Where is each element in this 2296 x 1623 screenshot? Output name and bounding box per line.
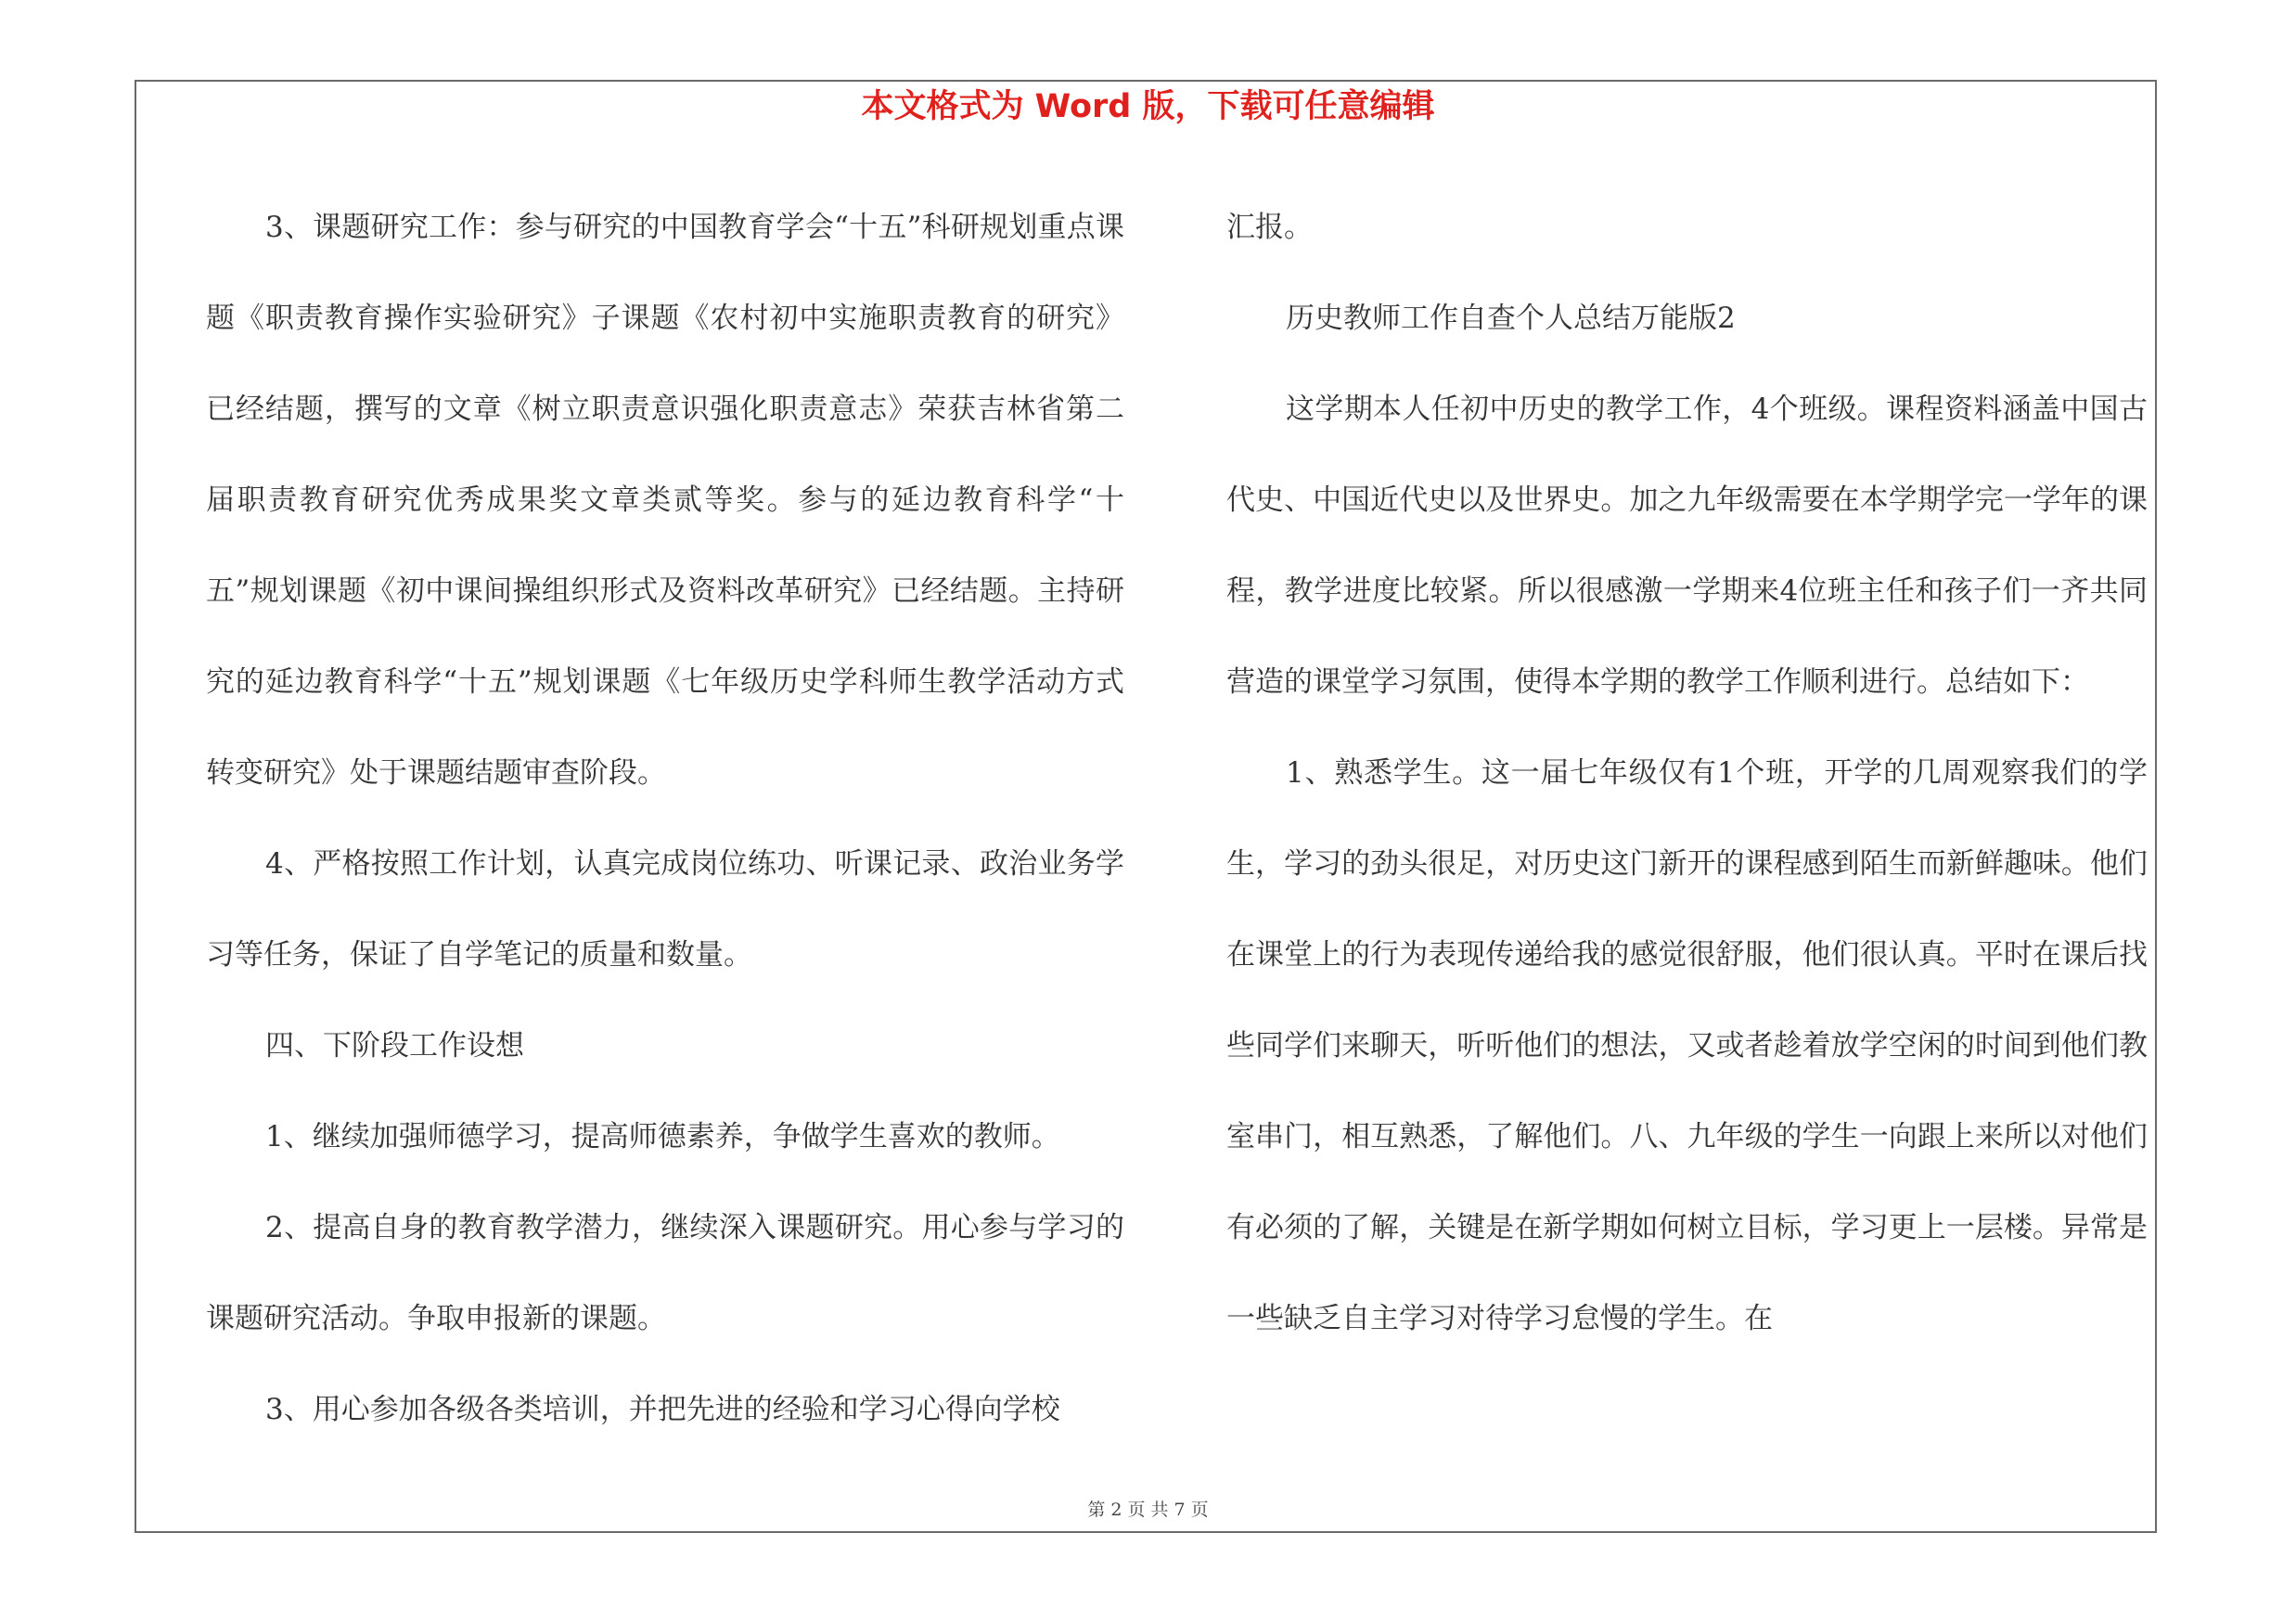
format-banner: 本文格式为 Word 版，下载可任意编辑 bbox=[861, 88, 1435, 125]
paragraph-training: 3、用心参加各级各类培训，并把先进的经验和学习心得向学校 bbox=[265, 1393, 1060, 1426]
paragraph-know-students: 1、熟悉学生。这一届七年级仅有1个班，开学的几周观察我们的学生，学习的劲头很足，对历史这门新开的课程感到陌生而新鲜趣味。他们在课堂上的行为表现传递给我的感觉很舒服，他们很认真。平时在课后找些同学们来聊天，听听他们的想法，又或者趁着放学空闲的时间到他们教室串门，相互熟悉，了解他们。八、九年级的学生一向跟上来所以对他们有必须的了解，关键是在新学期如何树立目标，学习更上一层楼。异常是一些缺乏自主学习对待学习怠慢的学生。在 bbox=[1226, 756, 2148, 1335]
paragraph-continuation: 汇报。 bbox=[1226, 211, 1313, 244]
paragraph-intro: 这学期本人任初中历史的教学工作，4个班级。课程资料涵盖中国古代史、中国近代史以及世界史。加之九年级需要在本学期学完一学年的课程，教学进度比较紧。所以很感激一学期来4位班主任和孩子们一齐共同营造的课堂学习氛围，使得本学期的教学工作顺利进行。总结如下： bbox=[1226, 393, 2148, 699]
paragraph-research-work: 3、课题研究工作：参与研究的中国教育学会“十五”科研规划重点课题《职责教育操作实验研究》子课题《农村初中实施职责教育的研究》已经结题，撰写的文章《树立职责意识强化职责意志》荣获吉林省第二届职责教育研究优秀成果奖文章类贰等奖。参与的延边教育科学“十五”规划课题《初中课间操组织形式及资料改革研究》已经结题。主持研究的延边教育科学“十五”规划课题《七年级历史学科师生教学活动方式转变研究》处于课题结题审查阶段。 bbox=[206, 211, 1124, 790]
left-column bbox=[206, 182, 1124, 1455]
paragraph-ethics: 1、继续加强师德学习，提高师德素养，争做学生喜欢的教师。 bbox=[265, 1120, 1060, 1153]
section-heading-next-stage: 四、下阶段工作设想 bbox=[265, 1029, 524, 1063]
page-number: 第 2 页 共 7 页 bbox=[1087, 1500, 1209, 1520]
paragraph-teaching-ability: 2、提高自身的教育教学潜力，继续深入课题研究。用心参与学习的课题研究活动。争取申报新的课题。 bbox=[206, 1211, 1124, 1335]
paragraph-work-plan: 4、严格按照工作计划，认真完成岗位练功、听课记录、政治业务学习等任务，保证了自学笔记的质量和数量。 bbox=[206, 847, 1124, 972]
right-column bbox=[1226, 182, 2148, 1364]
article-title: 历史教师工作自查个人总结万能版2 bbox=[1286, 302, 1736, 335]
